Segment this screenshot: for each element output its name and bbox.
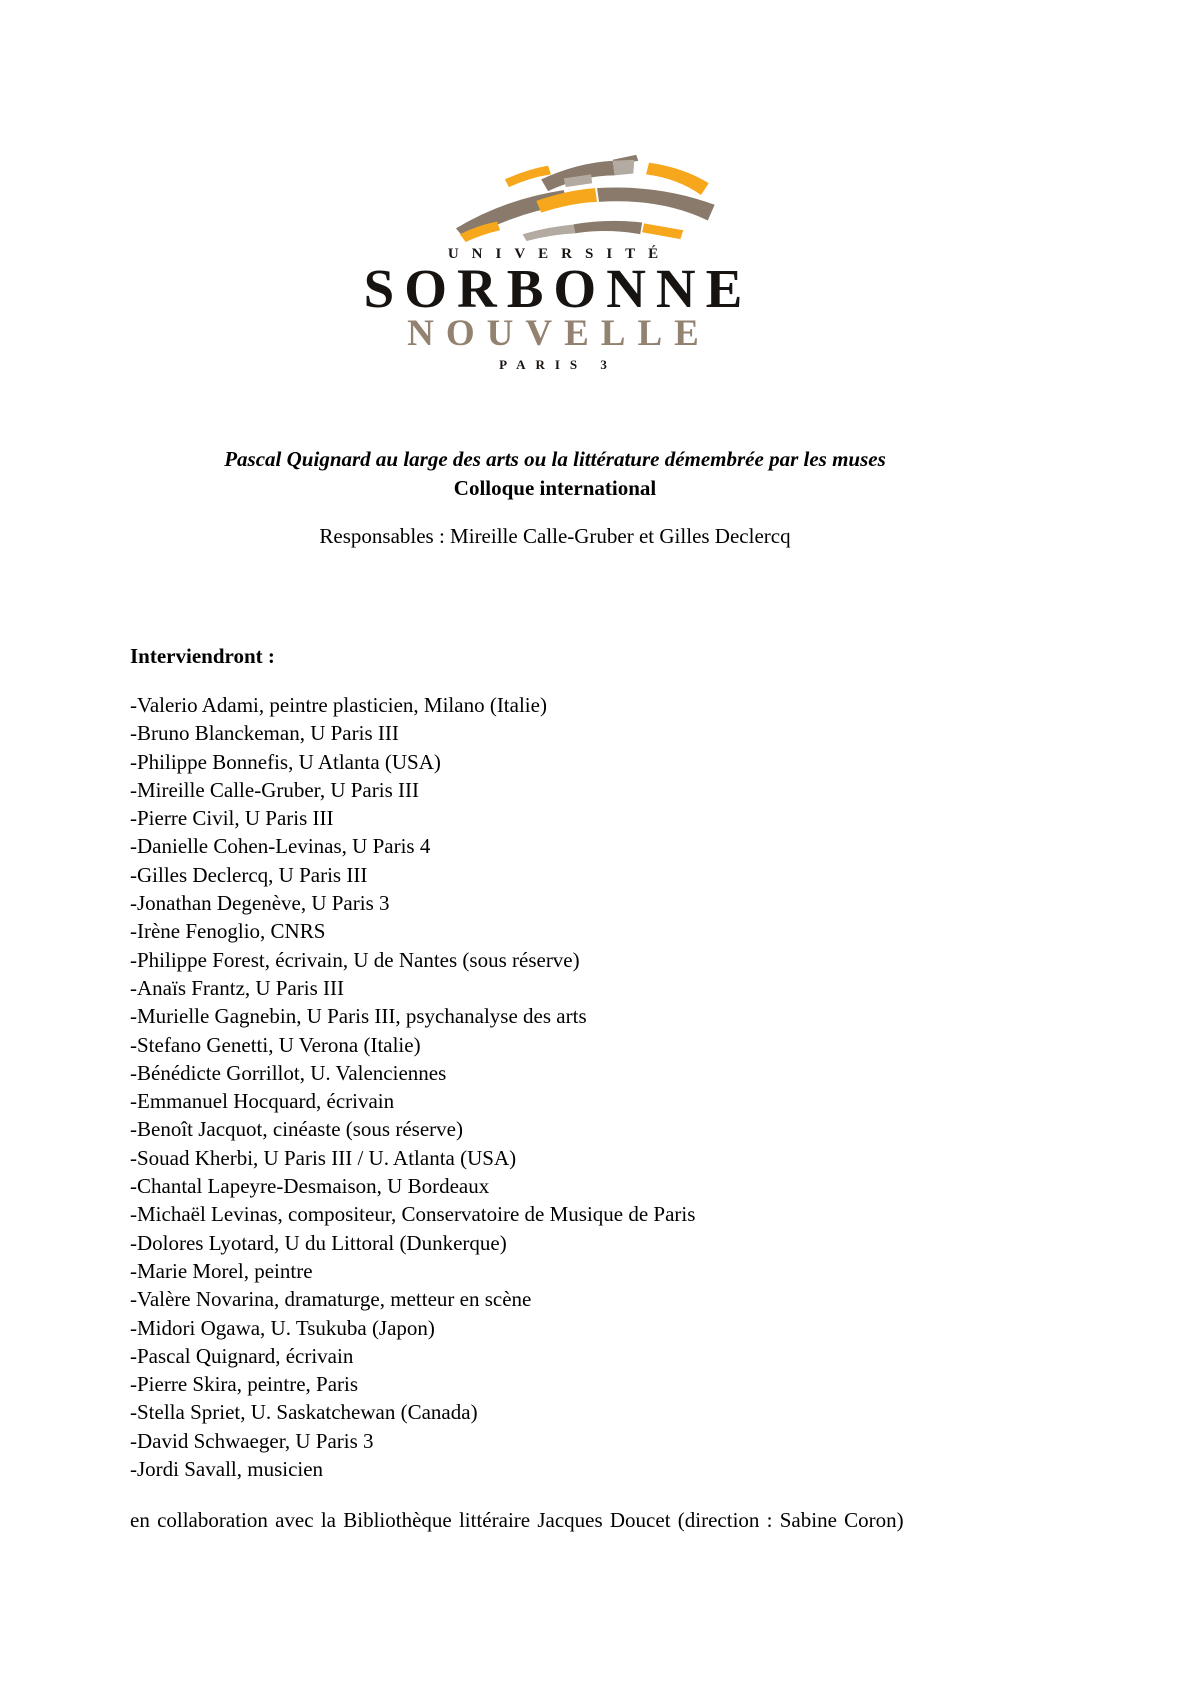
- document-title: Pascal Quignard au large des arts ou la littérature démembrée par les muses: [224, 447, 886, 471]
- participant-item: -Valerio Adami, peintre plasticien, Milano (Italie): [130, 693, 547, 717]
- swoosh-arc: [523, 224, 577, 241]
- participant-item: -Danielle Cohen-Levinas, U Paris 4: [130, 834, 431, 859]
- participant-item: -Bruno Blanckeman, U Paris III: [130, 721, 399, 746]
- participant-item: -Chantal Lapeyre-Desmaison, U Bordeaux: [130, 1174, 490, 1199]
- participant-item: -Jordi Savall, musicien: [130, 1457, 324, 1482]
- participant-item: -Michaël Levinas, compositeur, Conservatoire de Musique de Paris: [130, 1202, 696, 1227]
- participants-heading: Interviendront :: [130, 644, 275, 668]
- participant-item: -Emmanuel Hocquard, écrivain: [130, 1089, 395, 1114]
- logo-paris3-label: PARIS 3: [499, 357, 617, 372]
- document-subtitle: Colloque international: [453, 476, 657, 500]
- participant-item: -Marie Morel, peintre: [130, 1258, 313, 1283]
- participant-item: -Midori Ogawa, U. Tsukuba (Japon): [130, 1315, 435, 1340]
- swoosh-arc: [597, 188, 715, 221]
- participant-item: -David Schwaeger, U Paris 3: [130, 1428, 374, 1453]
- swoosh-arc: [613, 160, 635, 176]
- participant-item: -Irène Fenoglio, CNRS: [130, 919, 326, 944]
- participant-item: -Souad Kherbi, U Paris III / U. Atlanta (USA): [130, 1145, 517, 1170]
- header-block: [130, 445, 980, 551]
- participant-item: -Pierre Skira, peintre, Paris: [130, 1372, 359, 1397]
- participants-list: [130, 691, 1192, 1483]
- participant-item: -Anaïs Frantz, U Paris III: [130, 975, 345, 1000]
- collaboration-note: en collaboration avec la Bibliothèque littéraire Jacques Doucet (direction : Sabine Coron): [130, 1508, 904, 1533]
- logo-sorbonne-wordmark: SORBONNE: [363, 258, 753, 319]
- participant-item: -Valère Novarina, dramaturge, metteur en scène: [130, 1287, 532, 1312]
- sorbonne-nouvelle-logo: [353, 146, 753, 373]
- swoosh-arc: [541, 161, 615, 191]
- participant-item: -Philippe Forest, écrivain, U de Nantes (sous réserve): [130, 947, 580, 972]
- participant-item: -Jonathan Degenève, U Paris 3: [130, 891, 390, 916]
- participant-item: -Dolores Lyotard, U du Littoral (Dunkerque): [130, 1230, 507, 1255]
- participant-item: -Stefano Genetti, U Verona (Italie): [130, 1032, 421, 1057]
- logo-swoosh-icon: [445, 146, 755, 244]
- participant-item: -Benoît Jacquot, cinéaste (sous réserve): [130, 1117, 463, 1142]
- participant-item: -Philippe Bonnefis, U Atlanta (USA): [130, 749, 441, 774]
- participant-item: -Mireille Calle-Gruber, U Paris III: [130, 777, 419, 802]
- participant-item: -Gilles Declercq, U Paris III: [130, 862, 368, 887]
- participant-item: -Bénédicte Gorrillot, U. Valenciennes: [130, 1060, 447, 1085]
- logo-universite-label: UNIVERSITÉ: [447, 246, 672, 262]
- participant-item: -Stella Spriet, U. Saskatchewan (Canada): [130, 1400, 478, 1425]
- logo-nouvelle-wordmark: NOUVELLE: [407, 313, 711, 354]
- participant-item: -Pierre Civil, U Paris III: [130, 806, 334, 831]
- organizers-line: Responsables : Mireille Calle-Gruber et Gilles Declercq: [319, 524, 791, 548]
- swoosh-arc: [574, 221, 643, 234]
- participant-item: -Murielle Gagnebin, U Paris III, psychanalyse des arts: [130, 1004, 587, 1029]
- swoosh-arc: [642, 223, 683, 239]
- swoosh-arc: [536, 188, 597, 213]
- participant-item: -Pascal Quignard, écrivain: [130, 1343, 354, 1368]
